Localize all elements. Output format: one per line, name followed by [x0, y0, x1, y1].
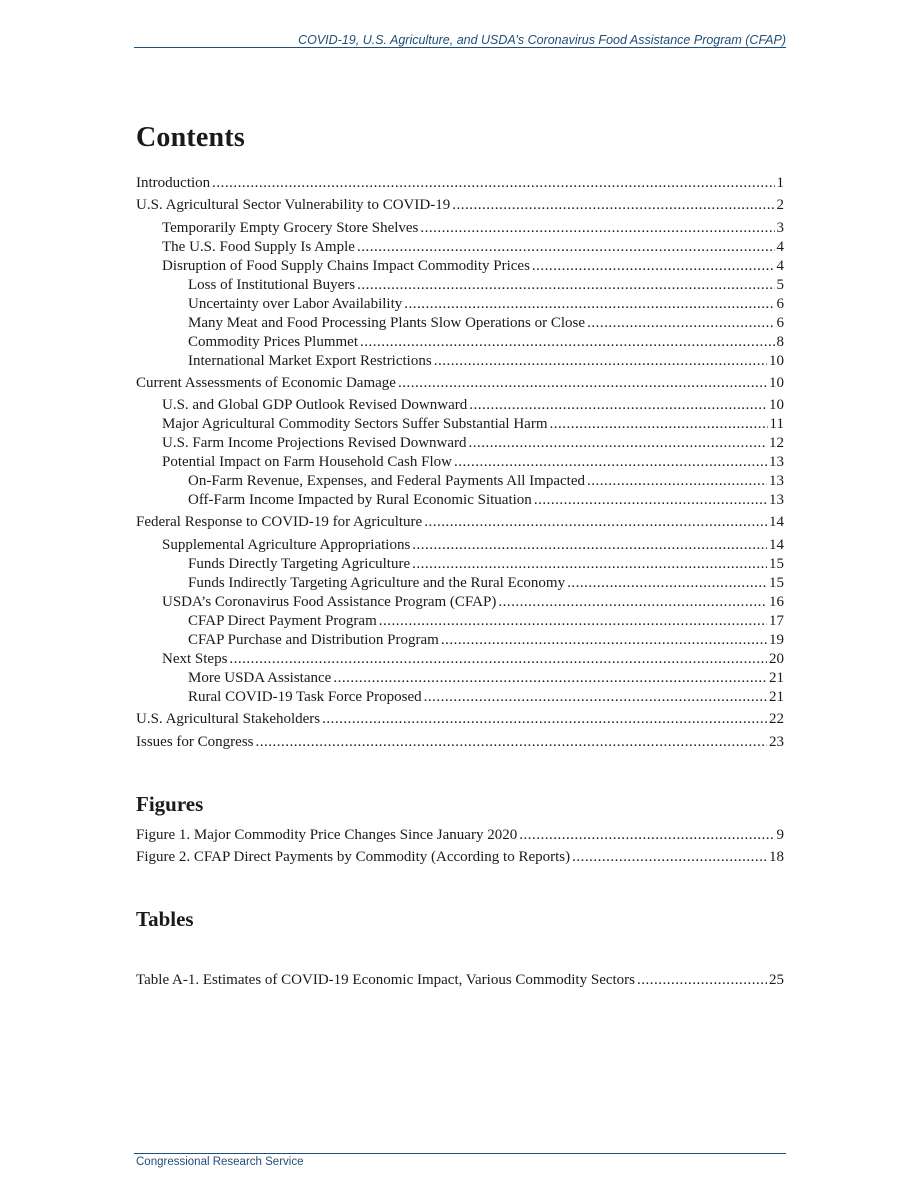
toc-entry-page: 10	[769, 375, 784, 391]
toc-entry-page: 23	[769, 734, 784, 750]
toc-entry-title: CFAP Direct Payment Program	[188, 613, 377, 629]
toc-entry-title: Current Assessments of Economic Damage	[136, 375, 396, 391]
toc-entry[interactable]	[136, 612, 784, 631]
dot-leader	[229, 650, 767, 669]
toc-entry-title: The U.S. Food Supply Is Ample	[162, 239, 355, 255]
dot-leader	[357, 238, 775, 257]
dot-leader	[454, 453, 767, 472]
toc-entry-page: 14	[769, 537, 784, 553]
toc-entry-page: 13	[769, 492, 784, 508]
dot-leader	[420, 219, 774, 238]
toc-entry-title: Potential Impact on Farm Household Cash Flow	[162, 454, 452, 470]
dot-leader	[567, 574, 767, 593]
dot-leader	[424, 513, 767, 532]
figures-entry-page: 9	[776, 827, 784, 843]
toc-entry-title: Rural COVID-19 Task Force Proposed	[188, 689, 422, 705]
toc-entry[interactable]	[136, 513, 784, 532]
dot-leader	[424, 688, 767, 707]
toc-entry[interactable]	[136, 536, 784, 555]
contents-heading: Contents	[136, 122, 245, 153]
toc-entry[interactable]	[136, 219, 784, 238]
toc-entry[interactable]	[136, 238, 784, 257]
toc-entry-title: U.S. Agricultural Stakeholders	[136, 711, 321, 727]
dot-leader	[360, 333, 774, 352]
toc-entry[interactable]	[136, 333, 784, 352]
toc-entry-page: 2	[776, 197, 784, 213]
dot-leader	[498, 593, 767, 612]
toc-entry-page: 15	[769, 556, 784, 572]
toc-entry[interactable]	[136, 631, 784, 650]
toc-entry-title: Funds Indirectly Targeting Agriculture and the Rural Economy	[188, 575, 566, 591]
toc-entry-title: On-Farm Revenue, Expenses, and Federal Payments All Impacted	[188, 473, 585, 489]
toc-entry-title: More USDA Assistance	[188, 670, 332, 686]
dot-leader	[469, 396, 767, 415]
dot-leader	[469, 434, 767, 453]
toc-entry-title: USDA’s Coronavirus Food Assistance Program (CFAP)	[162, 594, 497, 610]
toc-entry[interactable]	[136, 733, 784, 752]
tables-entry-page: 25	[769, 972, 784, 988]
toc-entry-page: 20	[769, 651, 784, 667]
toc-entry[interactable]	[136, 396, 784, 415]
toc-entry-title: Funds Directly Targeting Agriculture	[188, 556, 411, 572]
dot-leader	[256, 733, 768, 752]
toc-entry[interactable]	[136, 491, 784, 510]
toc-entry[interactable]	[136, 710, 784, 729]
toc-entry-title: U.S. and Global GDP Outlook Revised Downward	[162, 397, 468, 413]
footer-rule	[134, 1153, 786, 1154]
toc-entry-title: Off-Farm Income Impacted by Rural Economic Situation	[188, 492, 532, 508]
toc-entry[interactable]	[136, 276, 784, 295]
toc-entry[interactable]	[136, 669, 784, 688]
toc-entry-title: Loss of Institutional Buyers	[188, 277, 356, 293]
toc-entry-title: Many Meat and Food Processing Plants Slow Operations or Close	[188, 315, 586, 331]
toc-entry-title: U.S. Farm Income Projections Revised Downward	[162, 435, 467, 451]
toc-entry-page: 17	[769, 613, 784, 629]
header-rule	[134, 47, 786, 48]
toc-entry-page: 22	[769, 711, 784, 727]
toc-entry-page: 11	[769, 416, 784, 432]
toc-entry-page: 21	[769, 689, 784, 705]
toc-entry-page: 10	[769, 353, 784, 369]
toc-entry-title: U.S. Agricultural Sector Vulnerability to COVID-19	[136, 197, 451, 213]
dot-leader	[452, 196, 774, 215]
dot-leader	[412, 555, 767, 574]
toc-entry[interactable]	[136, 593, 784, 612]
toc-entry-page: 13	[769, 473, 784, 489]
toc-entry-page: 1	[776, 175, 784, 191]
dot-leader	[333, 669, 767, 688]
figures-entry-page: 18	[769, 849, 784, 865]
figures-entry[interactable]	[136, 826, 784, 845]
toc-entry-title: Federal Response to COVID-19 for Agriculture	[136, 514, 423, 530]
toc-entry-title: Disruption of Food Supply Chains Impact Commodity Prices	[162, 258, 530, 274]
toc-entry-page: 4	[776, 258, 784, 274]
toc-entry[interactable]	[136, 415, 784, 434]
dot-leader	[637, 971, 767, 990]
tables-entry-title: Table A-1. Estimates of COVID-19 Economic Impact, Various Commodity Sectors	[136, 972, 636, 988]
figures-heading: Figures	[136, 792, 204, 816]
toc-entry[interactable]	[136, 295, 784, 314]
toc-entry[interactable]	[136, 434, 784, 453]
toc-entry-page: 21	[769, 670, 784, 686]
toc-entry-title: International Market Export Restrictions	[188, 353, 432, 369]
figures-entry-title: Figure 1. Major Commodity Price Changes Since January 2020	[136, 827, 518, 843]
footer-publisher: Congressional Research Service	[136, 1156, 304, 1168]
toc-entry[interactable]	[136, 352, 784, 371]
toc-entry-page: 12	[769, 435, 784, 451]
toc-entry-page: 4	[776, 239, 784, 255]
toc-entry-page: 6	[776, 315, 784, 331]
dot-leader	[412, 536, 767, 555]
toc-entry-title: Temporarily Empty Grocery Store Shelves	[162, 220, 419, 236]
toc-entry-title: Supplemental Agriculture Appropriations	[162, 537, 411, 553]
dot-leader	[212, 174, 774, 193]
toc-entry-page: 10	[769, 397, 784, 413]
figures-entry-title: Figure 2. CFAP Direct Payments by Commodity (According to Reports)	[136, 849, 571, 865]
dot-leader	[572, 848, 767, 867]
tables-heading: Tables	[136, 907, 194, 931]
figures-entry[interactable]	[136, 848, 784, 867]
toc-entry[interactable]	[136, 174, 784, 193]
dot-leader	[534, 491, 767, 510]
toc-entry[interactable]	[136, 374, 784, 393]
toc-entry[interactable]	[136, 472, 784, 491]
dot-leader	[587, 472, 767, 491]
toc-entry[interactable]	[136, 196, 784, 215]
toc-entry[interactable]	[136, 453, 784, 472]
toc-entry-page: 5	[776, 277, 784, 293]
running-header: COVID-19, U.S. Agriculture, and USDA’s Coronavirus Food Assistance Program (CFAP)	[298, 33, 786, 47]
toc-entry-page: 16	[769, 594, 784, 610]
toc-entry-title: Next Steps	[162, 651, 228, 667]
toc-entry-page: 13	[769, 454, 784, 470]
dot-leader	[434, 352, 767, 371]
toc-entry-title: Major Agricultural Commodity Sectors Suffer Substantial Harm	[162, 416, 548, 432]
toc-entry-page: 19	[769, 632, 784, 648]
toc-entry-page: 6	[776, 296, 784, 312]
toc-entry-title: Uncertainty over Labor Availability	[188, 296, 403, 312]
toc-entry-page: 8	[776, 334, 784, 350]
toc-entry[interactable]	[136, 257, 784, 276]
dot-leader	[519, 826, 774, 845]
toc-entry-title: Introduction	[136, 175, 211, 191]
toc-entry[interactable]	[136, 650, 784, 669]
toc-entry[interactable]	[136, 555, 784, 574]
dot-leader	[322, 710, 767, 729]
dot-leader	[357, 276, 774, 295]
toc-entry-page: 15	[769, 575, 784, 591]
dot-leader	[550, 415, 768, 434]
toc-entry-page: 14	[769, 514, 784, 530]
dot-leader	[379, 612, 767, 631]
dot-leader	[587, 314, 774, 333]
dot-leader	[441, 631, 767, 650]
tables-entry[interactable]	[136, 971, 784, 990]
toc-entry-title: Commodity Prices Plummet	[188, 334, 359, 350]
dot-leader	[404, 295, 774, 314]
toc-entry[interactable]	[136, 314, 784, 333]
toc-entry[interactable]	[136, 688, 784, 707]
toc-entry-title: CFAP Purchase and Distribution Program	[188, 632, 439, 648]
toc-entry-title: Issues for Congress	[136, 734, 254, 750]
toc-entry[interactable]	[136, 574, 784, 593]
dot-leader	[398, 374, 767, 393]
toc-entry-page: 3	[776, 220, 784, 236]
dot-leader	[532, 257, 775, 276]
